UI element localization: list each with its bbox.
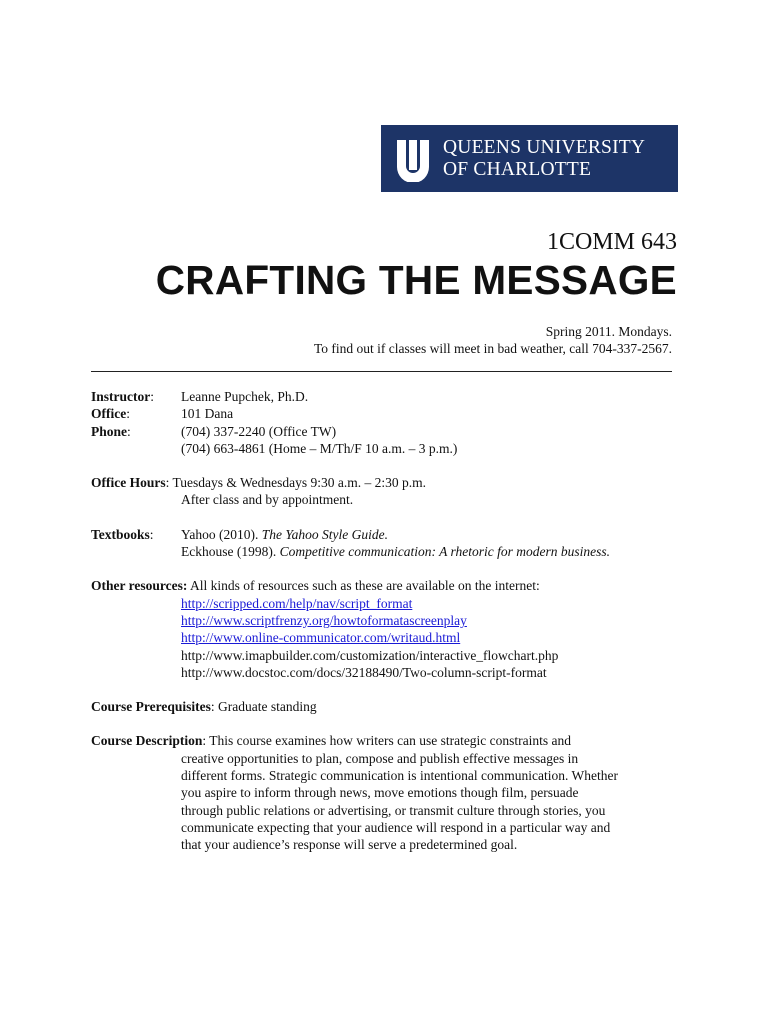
- term-info: [314, 323, 672, 357]
- textbooks-row: Textbooks: Yahoo (2010). The Yahoo Style Guide.: [91, 526, 681, 543]
- office-hours-label: Office Hours: [91, 475, 166, 491]
- instructor-row: Instructor: Leanne Pupchek, Ph.D.: [91, 388, 681, 405]
- description-line-3: different forms. Strategic communication is intentional communication. Whether: [181, 768, 619, 784]
- prerequisites-row: Course Prerequisites: Graduate standing: [91, 699, 317, 715]
- office-row: Office: 101 Dana: [91, 405, 681, 422]
- office-label: Office: [91, 406, 127, 422]
- resource-link-scriptfrenzy[interactable]: http://www.scriptfrenzy.org/howtoformatascreenplay: [181, 612, 467, 628]
- description-line-1: This course examines how writers can use strategic constraints and: [209, 733, 572, 749]
- prerequisites-value: Graduate standing: [218, 699, 317, 715]
- phone-home: (704) 663-4861 (Home – M/Th/F 10 a.m. – 3 p.m.): [181, 440, 458, 456]
- university-logo-icon: [393, 136, 433, 182]
- description-line-6: communicate expecting that your audience will respond in a particular way and: [181, 819, 611, 835]
- office-hours-line-2: After class and by appointment.: [181, 492, 354, 508]
- logo-line-2: OF CHARLOTTE: [443, 158, 592, 180]
- phone-office: (704) 337-2240 (Office TW): [181, 423, 337, 439]
- textbook-2: Eckhouse (1998). Competitive communication: A rhetoric for modern business.: [181, 544, 610, 560]
- instructor-label: Instructor: [91, 389, 151, 404]
- description-line-2: creative opportunities to plan, compose and publish effective messages in: [181, 750, 579, 766]
- description-line-4: you aspire to inform through news, move emotions though film, persuade: [181, 785, 579, 801]
- weather-note: To find out if classes will meet in bad weather, call 704-337-2567.: [313, 341, 672, 356]
- textbook-1: Yahoo (2010). The Yahoo Style Guide.: [181, 526, 389, 542]
- resources-label: Other resources:: [91, 578, 188, 594]
- resource-url-docstoc: http://www.docstoc.com/docs/32188490/Two-column-script-format: [181, 664, 547, 680]
- course-code: 1COMM 643: [546, 229, 677, 255]
- textbook-2-title: Competitive communication: A rhetoric for modern business.: [279, 544, 610, 560]
- textbooks-label: Textbooks: [91, 526, 150, 542]
- university-logo: [381, 125, 678, 192]
- resources-row: [91, 577, 681, 594]
- university-name: [443, 137, 645, 181]
- header-divider: [91, 371, 672, 372]
- term-line: Spring 2011. Mondays.: [545, 324, 672, 339]
- office-value: 101 Dana: [181, 406, 234, 422]
- syllabus-body: [91, 388, 681, 854]
- office-hours-line-1: Tuesdays & Wednesdays 9:30 a.m. – 2:30 p.m.: [172, 475, 427, 491]
- course-title: CRAFTING THE MESSAGE: [155, 257, 677, 303]
- phone-label: Phone: [91, 423, 128, 439]
- description-label: Course Description: [91, 733, 203, 749]
- resource-link-scripped[interactable]: http://scripped.com/help/nav/script_format: [181, 595, 413, 611]
- resource-link-list: [91, 595, 681, 681]
- resource-url-imapbuilder: http://www.imapbuilder.com/customization/interactive_flowchart.php: [181, 647, 559, 663]
- description-line-5: through public relations or advertising, or transmit culture through stories, you: [181, 802, 606, 818]
- resources-intro: All kinds of resources such as these are available on the internet:: [190, 578, 540, 594]
- office-hours-row: Office Hours: Tuesdays & Wednesdays 9:30 a.m. – 2:30 p.m.: [91, 475, 427, 491]
- description-line-7: that your audience’s response will serve a predetermined goal.: [181, 837, 518, 853]
- description-row: Course Description: This course examines how writers can use strategic constraints and: [91, 733, 572, 749]
- logo-line-1: QUEENS UNIVERSITY: [443, 136, 646, 158]
- description-body: [91, 750, 671, 854]
- textbook-1-title: The Yahoo Style Guide.: [261, 526, 389, 542]
- prerequisites-label: Course Prerequisites: [91, 699, 211, 715]
- resource-link-online-communicator[interactable]: http://www.online-communicator.com/writaud.html: [181, 630, 461, 646]
- instructor-name: Leanne Pupchek, Ph.D.: [181, 389, 309, 404]
- phone-row: Phone: (704) 337-2240 (Office TW): [91, 423, 681, 440]
